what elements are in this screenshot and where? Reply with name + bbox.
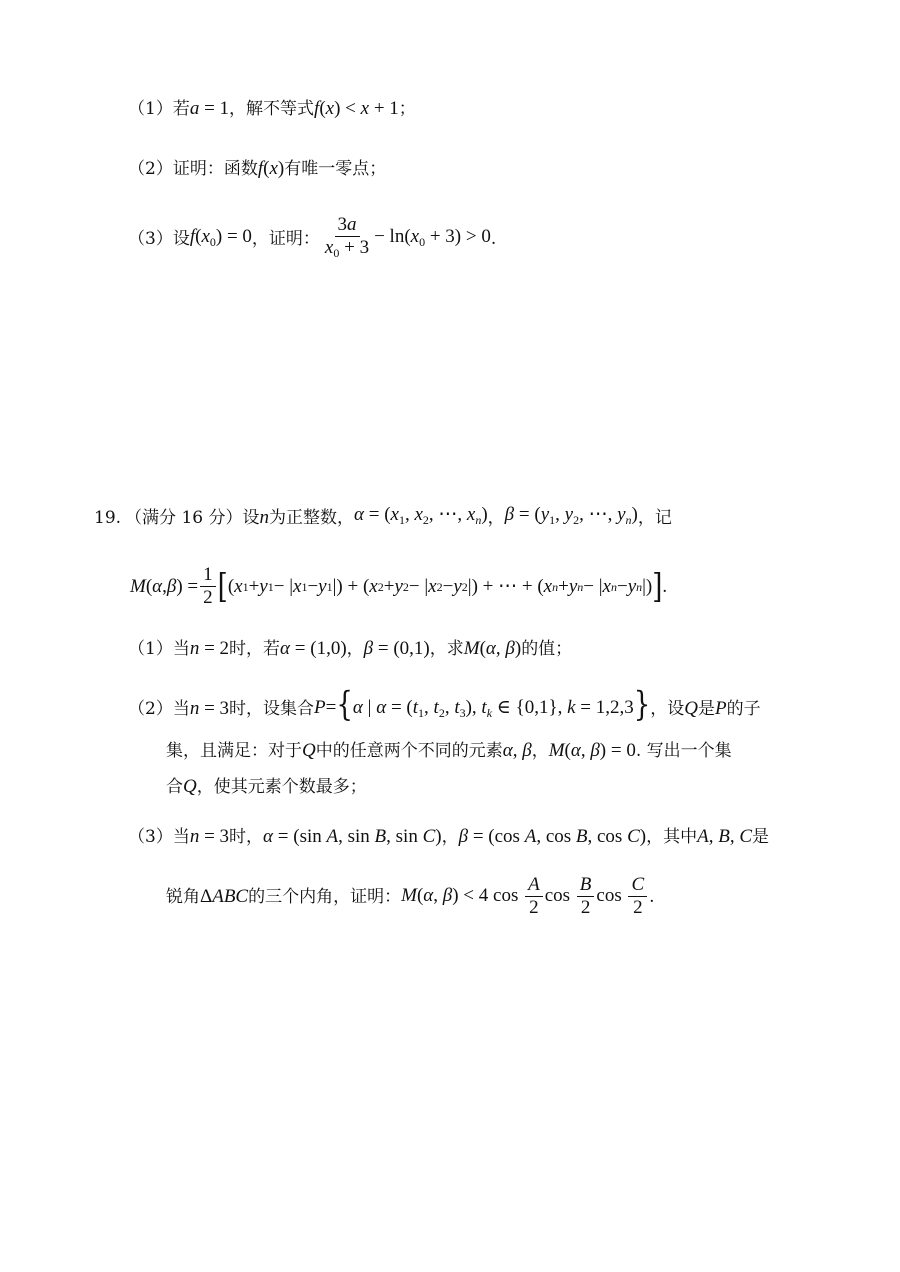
p19-q3-line2-b: 的三个内角，证明：: [248, 886, 402, 907]
prev-question-2: [128, 156, 386, 182]
p19-q1-text-a: 时，若: [229, 639, 281, 659]
q1-text: ，解不等式: [229, 99, 315, 119]
p19-q2-set: P={α | $\alpha = (t_1$, $t_2$, $t_3$), $t_k$ ∈ {0,1}, k = 1,2,3}: [314, 685, 651, 725]
p19-q3-line2-a: 锐角: [166, 886, 200, 907]
q2-function: f(x): [257, 158, 285, 179]
p19-q2-P: P: [715, 698, 727, 719]
p19-q1-M: M(α, β): [463, 638, 522, 659]
problem-score: （满分 16 分）设: [125, 507, 260, 528]
p19-question-1: （1）当 n = 2 时，若 α = (1,0) ， β = (0,1) ，求 M(α, β) 的值；: [128, 636, 572, 662]
p19-q2-line2-b: 中的任意两个不同的元素: [315, 741, 503, 761]
p19-q2-n: n = 3: [189, 698, 230, 719]
p19-q2-line3-b: ，使其元素个数最多；: [196, 777, 367, 797]
p19-question-2-line2: 集，且满足：对于 Q 中的任意两个不同的元素 α, β ， M(α, β) = 0 . 写出一个集: [166, 738, 732, 764]
p19-q3-label: （3）当: [128, 827, 190, 847]
p19-q3-inequality: M(α, β) < 4 cos $\frac{A}{2}$ cos $\frac{B}{2}$ cos $\frac{C}{2}$: [401, 874, 649, 919]
problem-19-header: 19. （满分 16 分）设 n 为正整数， $\alpha = (x_1$, $x_2$, ⋯, $x_n$) ， $\beta = (y_1$, $y_2$, ⋯, $y_n$) ，记: [94, 502, 672, 533]
p19-q1-text-b: ，求: [429, 639, 464, 659]
beta-definition: $\beta = (y_1$, $y_2$, ⋯, $y_n$): [504, 504, 638, 527]
p19-q3-n: n = 3: [189, 826, 230, 847]
q3-frac-numerator: 3a: [335, 214, 360, 237]
problem-number: 19.: [94, 507, 122, 528]
q3-end: .: [490, 229, 497, 249]
p19-q2-line3-Q: Q: [183, 776, 197, 797]
p19-question-2-line1: [128, 685, 761, 726]
p19-q3-triangle: ΔABC: [200, 885, 249, 907]
p19-question-2-line3: [166, 774, 367, 800]
p19-q1-beta: β = (0,1): [363, 638, 430, 659]
p19-q1-n: n = 2: [189, 638, 230, 659]
p19-q2-line2-Q: Q: [302, 740, 316, 761]
p19-q2-text-b: ，设: [650, 699, 685, 719]
ji-text: ，记: [637, 507, 672, 528]
half-fraction: $\frac{1}{2}$: [200, 564, 216, 609]
q2-text: 有唯一零点；: [284, 159, 387, 179]
p19-q3-text-b: ，其中: [646, 827, 698, 847]
q3-frac-denominator: $x_0 + 3$: [324, 237, 370, 260]
p19-question-3-line1: （3）当 n = 3 时， α = (sin A, sin B, sin C) ， β = (cos A, cos B, cos C) ，其中 A, B, C 是: [128, 824, 769, 850]
prev-question-3: [128, 214, 496, 264]
alpha-definition: $\alpha = (x_1$, $x_2$, ⋯, $x_n$): [354, 504, 488, 527]
q3-condition: $f(x_0) = 0$: [189, 225, 252, 249]
frac-B-over-2: $\frac{B}{2}$: [577, 874, 595, 919]
p19-q3-alpha: α = (sin A, sin B, sin C): [263, 826, 442, 847]
p19-q2-Q: Q: [684, 698, 699, 719]
p19-q2-line2-c: . 写出一个集: [635, 741, 732, 761]
prev-question-1: [128, 96, 416, 122]
p19-q1-alpha: α = (1,0): [280, 638, 347, 659]
frac-A-over-2: $\frac{A}{2}$: [525, 874, 543, 919]
p19-q2-line2-a: 集，且满足：对于: [166, 741, 302, 761]
intro-text: 为正整数，: [269, 507, 354, 528]
q3-label: （3）设: [128, 229, 190, 249]
q1-label: （1）若: [128, 99, 190, 119]
q3-rest: − $\ln(x_0 + 3) > 0$: [374, 225, 491, 249]
p19-q3-end: .: [649, 886, 655, 907]
p19-q2-text-d: 的子: [726, 699, 761, 719]
q1-end: ；: [398, 99, 416, 119]
p19-q3-text-c: 是: [752, 827, 769, 847]
p19-q3-text-a: 时，: [229, 827, 264, 847]
p19-q1-end: 的值；: [521, 639, 573, 659]
p19-question-3-line2: [166, 874, 655, 919]
p19-q3-ABC: A, B, C: [697, 826, 752, 847]
p19-q2-text-c: 是: [698, 699, 716, 719]
n-variable: n: [259, 506, 269, 528]
frac-C-over-2: $\frac{C}{2}$: [628, 874, 647, 919]
p19-q3-beta: β = (cos A, cos B, cos C): [458, 826, 647, 847]
q2-label: （2）证明：函数: [128, 159, 258, 179]
M-definition: M ( α , β ) = $\frac{1}{2}$ [ ( x 1 + y 1 − | x 1 − y 1 |) + ( x 2 + y 2 − | x 2 − y 2 |) + ⋯ + ( x n + y n − | x n − y n |) ] .: [130, 564, 668, 608]
p19-q2-text-a: 时，设集合: [229, 699, 315, 719]
p19-q2-line2-M: M(α, β) = 0: [548, 740, 636, 761]
p19-q2-label: （2）当: [128, 699, 190, 719]
q1-inequality: f(x) < x + 1: [314, 98, 399, 119]
p19-q2-line2-ab: α, β: [502, 740, 532, 761]
p19-q2-line3-a: 合: [166, 777, 183, 797]
p19-q1-label: （1）当: [128, 639, 190, 659]
q1-condition: a = 1: [189, 98, 230, 119]
q3-text: ，证明：: [251, 229, 320, 249]
q3-fraction: [322, 214, 372, 264]
